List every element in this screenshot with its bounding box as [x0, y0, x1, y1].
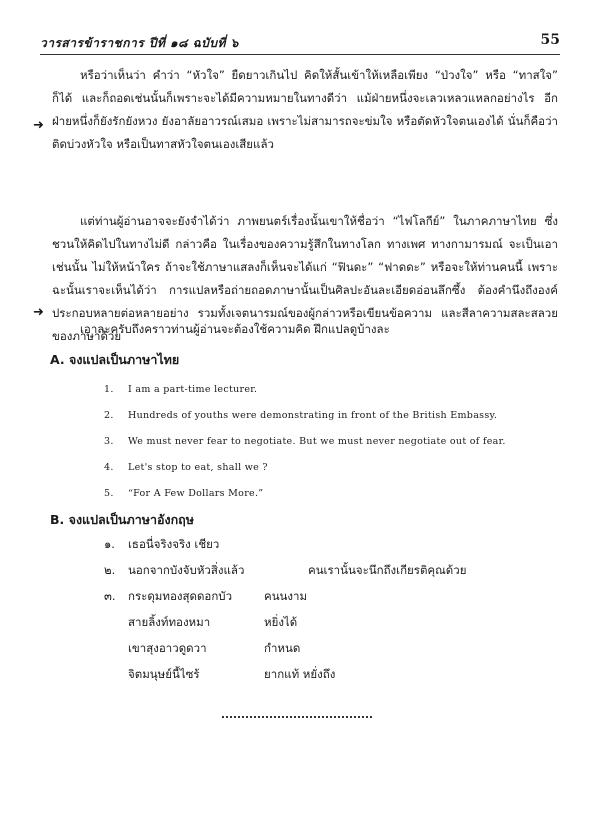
item-text: I am a part-time lecturer.: [128, 383, 258, 395]
item-text: Hundreds of youths were demonstrating in front of the British Embassy.: [128, 409, 498, 421]
exercise-item: [104, 428, 554, 454]
item-text: นอกจากบังจับหัวสิ่งแล้ว: [128, 563, 245, 577]
margin-arrow-mark: ➜: [33, 305, 44, 320]
body-paragraph: เอาละครับถึงคราวท่านผู้อ่านจะต้องใช้ความคิด ฝึกแปลดูบ้างละ: [80, 322, 390, 336]
section-b-heading: B. จงแปลเป็นภาษาอังกฤษ: [50, 512, 194, 527]
section-b-list: [104, 532, 554, 688]
item-text: จิตมนุษย์นี้ไซร้: [128, 667, 200, 681]
exercise-item: [104, 376, 554, 402]
item-text-right: ยากแท้ หยั่งถึง: [264, 667, 336, 681]
exercise-item: [104, 480, 554, 506]
exercise-item: [104, 402, 554, 428]
item-number: ๓.: [104, 589, 116, 603]
exercise-item: [104, 558, 554, 584]
item-text-right: คนเรานั้นจะนึกถึงเกียรติคุณด้วย: [308, 563, 467, 577]
margin-arrow-mark: ➜: [33, 118, 44, 133]
body-paragraph: หรือว่าเห็นว่า คำว่า “หัวใจ” ยืดยาวเกินไป คิดให้สั้นเข้าให้เหลือเพียง “ป่วงใจ” หรือ “ทาสใจ” ก็ได้ และก็ถอดเช่นนั้นก็เพราะจะได้มีความหมายในทางดีว่า แม้ฝ่ายหนึ่งจะเลวเหลวแหลกอย่างไร อีกฝ่ายหนึ่งก็ยังรักยังหวง ยังอาลัยอาวรณ์เสมอ เพราะไม่สามารถจะข่มใจ หรือตัดหัวใจตนเองได้ นั่นก็คือว่า ติดบ่วงหัวใจ หรือเป็นทาสหัวใจตนเองเสียแล้ว: [52, 68, 558, 151]
section-a-heading: A. จงแปลเป็นภาษาไทย: [50, 352, 180, 367]
item-text: กระดุมทองสุดดอกบัว: [128, 589, 233, 603]
journal-title: วารสารข้าราชการ ปีที่ ๑๘ ฉบับที่ ๖: [40, 36, 239, 50]
item-number: ๑.: [104, 537, 115, 551]
item-number: 5.: [104, 487, 114, 499]
item-number: ๒.: [104, 563, 116, 577]
exercise-item: [104, 454, 554, 480]
item-text-right: หยิ่งได้: [264, 615, 298, 629]
exercise-item: [104, 662, 554, 688]
exercise-item: [104, 584, 554, 610]
section-a-list: [104, 376, 554, 506]
item-text-right: คนนงาม: [264, 589, 308, 603]
dotted-divider: [222, 716, 372, 718]
item-number: 4.: [104, 461, 114, 473]
item-text: เขาสุงอาวดูดวา: [128, 641, 207, 655]
exercise-item: [104, 636, 554, 662]
item-text: We must never fear to negotiate. But we must never negotiate out of fear.: [128, 435, 506, 447]
item-text: “For A Few Dollars More.”: [128, 487, 264, 499]
exercise-item: [104, 610, 554, 636]
running-header: [40, 32, 560, 55]
exercise-item: [104, 532, 554, 558]
item-text: Let's stop to eat, shall we ?: [128, 461, 268, 473]
page-number: 55: [540, 32, 560, 48]
body-paragraph: แต่ท่านผู้อ่านอาจจะยังจำได้ว่า ภาพยนตร์เรื่องนั้นเขาให้ชื่อว่า “ไฟโลกีย์” ในภาคภาษาไทย ซึ่งชวนให้คิดไปในทางไม่ดี กล่าวคือ ในเรื่องของความรู้สึกในทางโลก ทางเพศ ทางกามารมณ์ จะเป็นเอาเช่นนั้น ไม่ให้หน้าใคร ถ้าจะใช้ภาษาแสลงก็เห็นจะได้แก่ “ฟินดะ” “ฟาดดะ” หรือจะให้ท่านคนนี้ เพราะฉะนั้นเราจะเห็นได้ว่า การแปลหรือถ่ายถอดภาษานั้นเป็นศิลปะอันละเอียดอ่อนลึกซึ้ง ต้องคำนึงถึงองค์ประกอบหลายต่อหลายอย่าง รวมทั้งเจตนารมณ์ของผู้กล่าวหรือเขียนข้อความ และสีลาความสละสลวยของภาษาด้วย: [52, 214, 558, 343]
item-number: 3.: [104, 435, 114, 447]
item-number: 2.: [104, 409, 114, 421]
item-text: เธอนี่จริงจริง เชียว: [128, 537, 220, 551]
item-text-right: กำหนด: [264, 641, 301, 655]
item-text: สายลิ้งท์ทองหมา: [128, 615, 211, 629]
item-number: 1.: [104, 383, 114, 395]
